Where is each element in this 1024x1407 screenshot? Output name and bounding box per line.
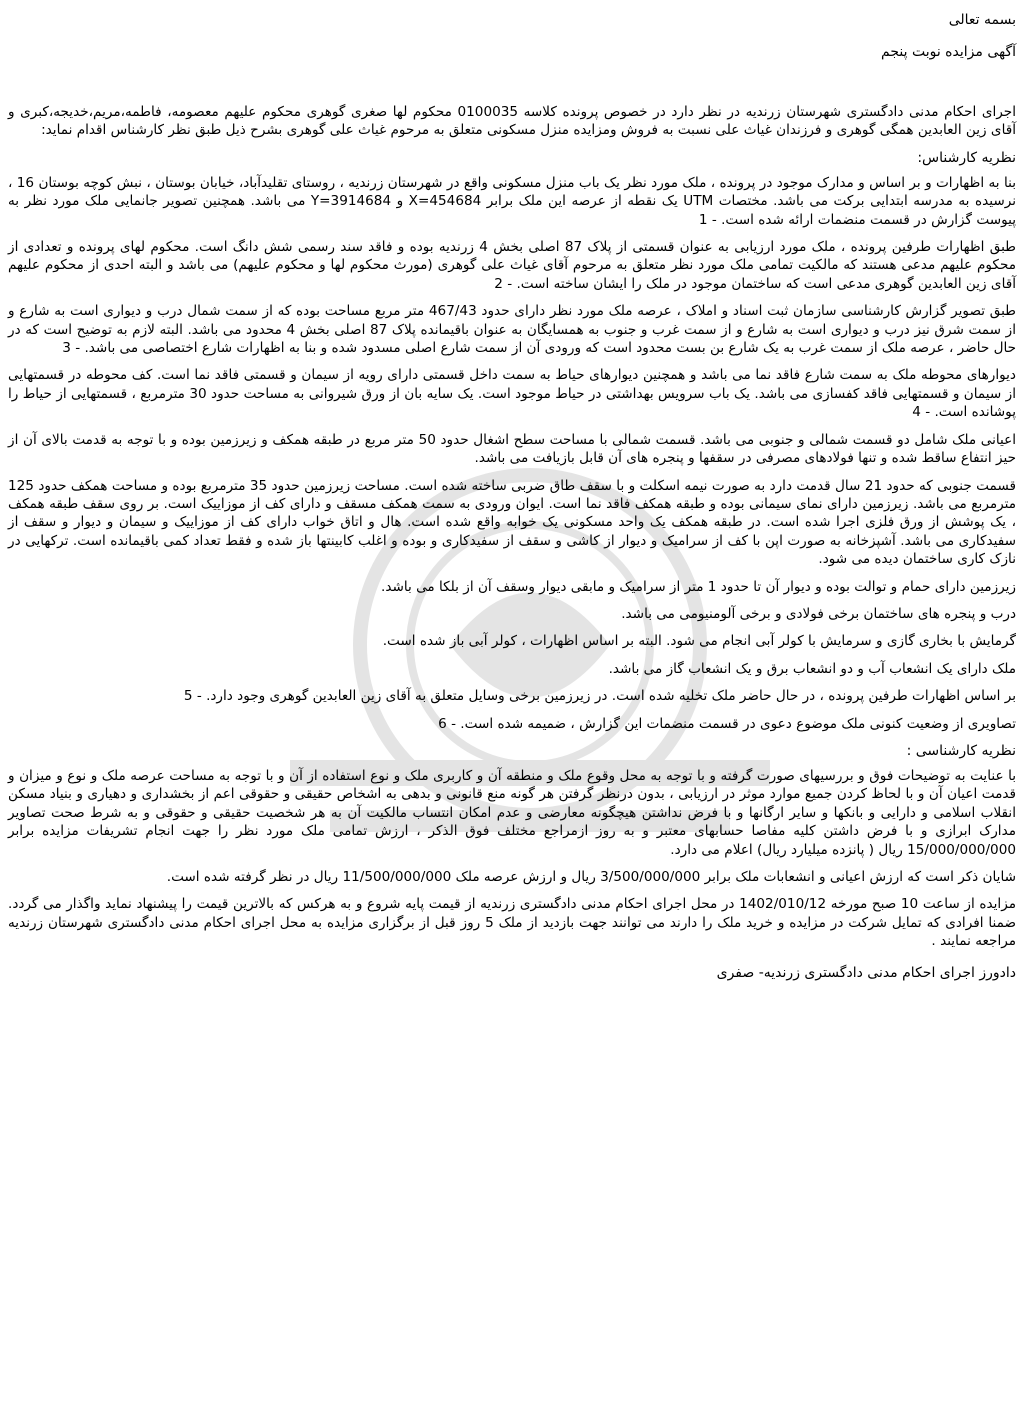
south-section-paragraph: قسمت جنوبی که حدود 21 سال قدمت دارد به صورت نیمه اسکلت و با سقف طاق ضربی ساخته شده است. مساحت زیرزمین حدود 35 مترمربع بوده و مساحت همکف حدود 125 مترمربع می باشد. زیرزمین دارای نمای سیمانی بوده و طبقه همکف فاقد نما است. ایوان ورودی به سمت همکف مسقف و دارای کف از موزاییک است. بر روی سقف طبقه همکف ، یک پوشش از ورق فلزی اجرا شده است. در طبقه همکف یک واحد مسکونی یک خوابه واقع شده است. هال و اتاق خواب دارای کف از موزاییک و سیمان و دیوار و سقف از سفیدکاری می باشد. آشپزخانه به صورت اپن با کف از سرامیک و دیوار از کاشی و سقف از سفیدکاری و بوده و اغلب کابینتها باز شده و فقط تعداد کمی باقیمانده است. ترکهایی در نازک کاری ساختمان دیده می شود. — [8, 477, 1016, 568]
auction-paragraph: مزایده از ساعت 10 صبح مورخه 1402/010/12 در محل اجرای احکام مدنی دادگستری زرندیه از قیمت پایه شروع و به هرکس که بالاترین قیمت را پیشنهاد نماید واگذار می گردد. ضمنا افرادی که تمایل شرکت در مزایده و خرید ملک را دارند می توانند جهت بازدید از ملک 5 روز قبل از برگزاری مزایده به محل اجرای احکام مدنی دادگستری شهرستان زرندیه مراجعه نمایند . — [8, 896, 1016, 950]
item-6-line: تصاویری از وضعیت کنونی ملک موضوع دعوی در قسمت منضمات این گزارش ، ضمیمه شده است. - 6 — [438, 715, 1016, 732]
opinion-heading: نظریه کارشناسی : — [906, 742, 1016, 759]
buildings-paragraph: اعیانی ملک شامل دو قسمت شمالی و جنوبی می باشد. قسمت شمالی با مساحت سطح اشغال حدود 50 متر مربع در طبقه همکف و زیرزمین بوده و با توجه به قدمت بالای آن از حیز انتفاع ساقط شده و تنها فولادهای مصرفی در سقفها و پنجره های آن قابل بازیافت می باشد. — [8, 431, 1016, 467]
item-3-paragraph: طبق تصویر گزارش کارشناسی سازمان ثبت اسناد و املاک ، عرصه ملک مورد نظر دارای حدود 467/43 متر مربع مساحت بوده که از سمت شمال درب و دیواری است به شارع و از سمت شرق نیز درب و دیواری است به شارع و از سمت غرب و جنوب به همسایگان به عنوان باقیمانده پلاک 87 اصلی بخش 4 محدود می باشد. البته لازم به توضیح است که در حال حاضر ، عرصه ملک از سمت غرب به یک شارع بن بست محدود است که ورودی آن از سمت شارع اصلی مسدود شده و بنا به اظهارات شارع اختصاصی می باشد. - 3 — [8, 303, 1016, 357]
expert-heading: نظریه کارشناس: — [917, 149, 1016, 166]
opinion-paragraph: با عنایت به توضیحات فوق و بررسیهای صورت گرفته و با توجه به محل وقوع ملک و منطقه آن و کاربری ملک و نوع استفاده از آن و با توجه به مساحت عرصه ملک و نوع و میزان و قدمت اعیان آن و با لحاظ کردن جمیع موارد موثر در ارزیابی ، بدون درنظر گرفتن هر گونه منع قانونی و بدهی به اشخاص حقیقی و حقوقی اعم از بخشداری و دهیاری و بنیاد مسکن انقلاب اسلامی و دارایی و بانکها و سایر ارگانها و با فرض نداشتن هیچگونه معارضی و عدم امکان انتساب مالکیت آن به هر شخصیت حقیقی و حقوقی و به شرط صحت تصاویر مدارک ابرازی و با فرض داشتن کلیه مفاصا حسابهای معتبر و به روز ازمراجع مختلف فوق الذکر ، ارزش تمامی ملک مورد نظر را جهت انجام تشریفات مزایده برابر 15/000/000/000 ریال ( پانزده میلیارد ریال) اعلام می دارد. — [8, 767, 1016, 858]
notice-title: آگهی مزایده نوبت پنجم — [881, 44, 1016, 60]
basmala-heading: بسمه تعالی — [948, 12, 1016, 28]
windows-line: درب و پنجره های ساختمان برخی فولادی و برخی آلومنیومی می باشد. — [621, 605, 1016, 622]
signature-line: دادورز اجرای احکام مدنی دادگستری زرندیه- صفری — [716, 964, 1016, 981]
intro-paragraph: اجرای احکام مدنی دادگستری شهرستان زرندیه در نظر دارد در خصوص پرونده کلاسه 0100035 محکوم لها صغری گوهری محکوم علیهم معصومه، فاطمه،مریم،خدیجه،کبری و آقای زین العابدین همگی گوهری و فرزندان غیاث علی نسبت به فروش ومزایده منزل مسکونی متعلق به مرحوم غیاث علی گوهری بشرح ذیل طبق نظر کارشناس اقدام نماید: — [8, 104, 1016, 139]
value-note-line: شایان ذکر است که ارزش اعیانی و انشعابات ملک برابر 3/500/000/000 ریال و ارزش عرصه ملک 11/500/000/000 ریال در نظر گرفته شده است. — [166, 869, 1016, 885]
basement-line: زیرزمین دارای حمام و توالت بوده و دیوار آن تا حدود 1 متر از سرامیک و مابقی دیوار وسقف آن از بلکا می باشد. — [381, 578, 1016, 595]
item-5-line: بر اساس اظهارات طرفین پرونده ، در حال حاضر ملک تخلیه شده است. در زیرزمین برخی وسایل متعلق به آقای زین العابدین گوهری وجود دارد. - 5 — [183, 688, 1016, 705]
item-1-paragraph: بنا به اظهارات و بر اساس و مدارک موجود در پرونده ، ملک مورد نظر یک باب منزل مسکونی واقع در شهرستان زرندیه ، روستای تقلیدآباد، خیابان بوستان ، نبش کوچه بوستان 16 ، نرسیده به مدرسه ابتدایی برکت می باشد. مختصات UTM یک نقطه از عرصه این ملک برابر X=454684 و Y=3914684 می باشد. همچنین تصویر جانمایی ملک مورد نظر به پیوست گزارش در قسمت منضمات ارائه شده است. - 1 — [8, 174, 1016, 228]
item-2-paragraph: طبق اظهارات طرفین پرونده ، ملک مورد ارزیابی به عنوان قسمتی از پلاک 87 اصلی بخش 4 زرندیه بوده و فاقد سند رسمی شش دانگ است. محکوم لهای پرونده و تعدادی از محکوم علیهم مدعی هستند که مالکیت تمامی ملک مورد نظر متعلق به مرحوم آقای غیاث علی گوهری (مورث محکوم لها و محکوم علیهم) می باشد و البته احدی از محکوم علیهم آقای زین العابدین گوهری مدعی است که ساختمان موجود در ملک را ایشان ساخته است. - 2 — [8, 239, 1016, 292]
utilities-line: ملک دارای یک انشعاب آب و دو انشعاب برق و یک انشعاب گاز می باشد. — [608, 660, 1016, 677]
item-4-paragraph: دیوارهای محوطه ملک به سمت شارع فاقد نما می باشد و همچنین دیوارهای حیاط به سمت داخل قسمتی دارای رویه از سیمان و قسمتی فاقد نما است. کف محوطه در قسمتهایی از سیمان و قسمتهایی فاقد کفسازی می باشد. یک باب سرویس بهداشتی در حیاط موجود است. یک سایه بان از ورق شیروانی به مساحت حدود 30 مترمربع ، قسمتهایی از حیاط را پوشانده است. - 4 — [8, 367, 1016, 421]
heating-line: گرمایش با بخاری گازی و سرمایش با کولر آبی انجام می شود. البته بر اساس اظهارات ، کولر آبی باز شده است. — [382, 633, 1016, 650]
